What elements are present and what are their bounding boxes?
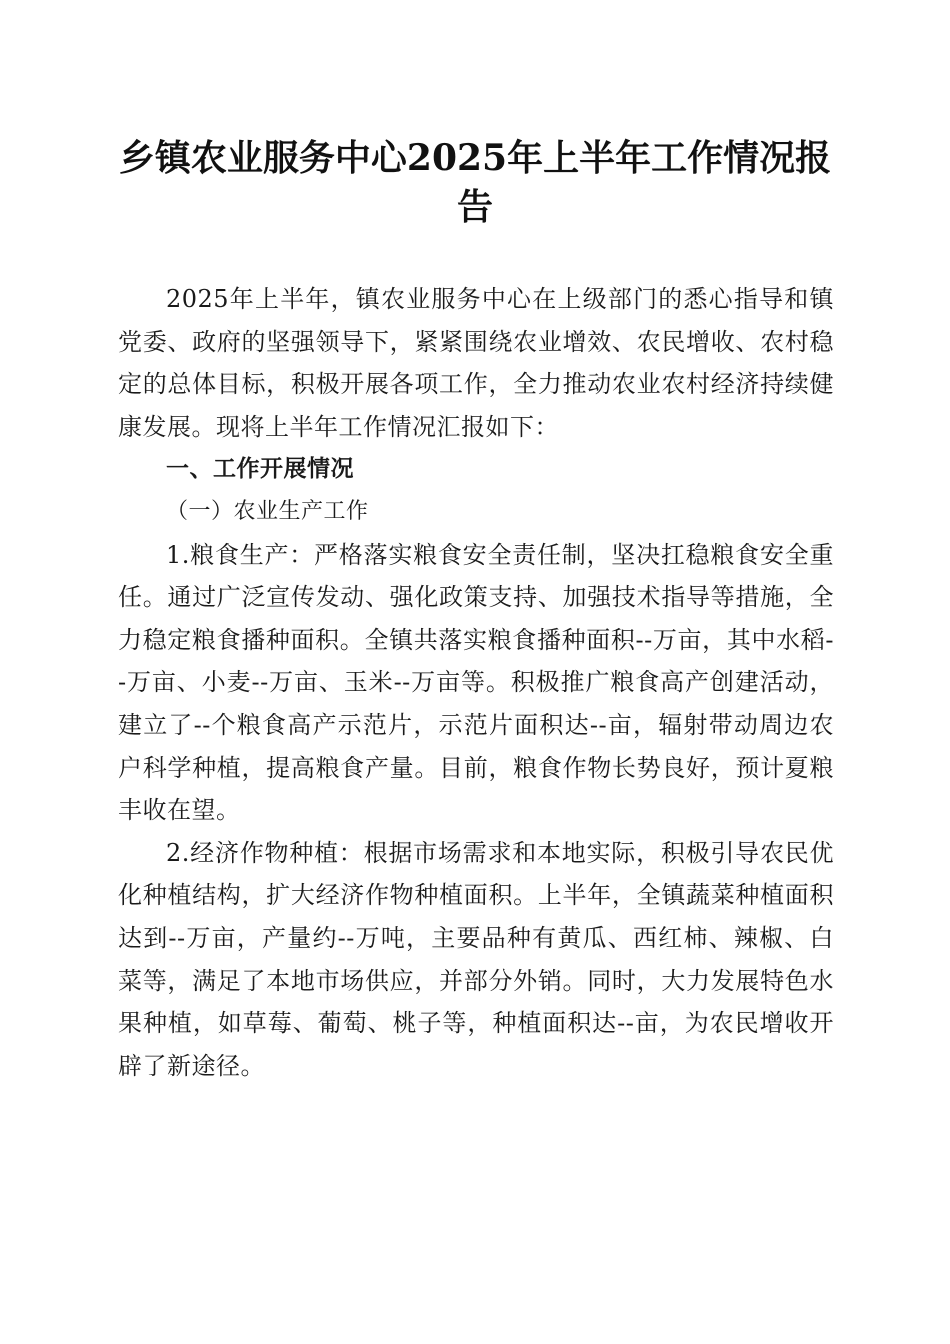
document-title: 乡镇农业服务中心2025年上半年工作情况报告 bbox=[118, 137, 832, 228]
item-grain-production: 1.粮食生产：严格落实粮食安全责任制，坚决扛稳粮食安全重任。通过广泛宣传发动、强化政策支持、加强技术指导等措施，全力稳定粮食播种面积。全镇共落实粮食播种面积--万亩，其中水稻--万亩、小麦--万亩、玉米--万亩等。积极推广粮食高产创建活动，建立了--个粮食高产示范片，示范片面积达--亩，辐射带动周边农户科学种植，提高粮食产量。目前，粮食作物长势良好，预计夏粮丰收在望。 bbox=[118, 540, 834, 825]
subsection-heading-agricultural-production: （一）农业生产工作 bbox=[166, 498, 369, 524]
item-cash-crop-planting: 2.经济作物种植：根据市场需求和本地实际，积极引导农民优化种植结构，扩大经济作物种植面积。上半年，全镇蔬菜种植面积达到--万亩，产量约--万吨，主要品种有黄瓜、西红柿、辣椒、白菜等，满足了本地市场供应，并部分外销。同时，大力发展特色水果种植，如草莓、葡萄、桃子等，种植面积达--亩，为农民增收开辟了新途径。 bbox=[118, 838, 834, 1080]
intro-paragraph: 2025年上半年，镇农业服务中心在上级部门的悉心指导和镇党委、政府的坚强领导下，紧紧围绕农业增效、农民增收、农村稳定的总体目标，积极开展各项工作，全力推动农业农村经济持续健康发展。现将上半年工作情况汇报如下： bbox=[118, 285, 834, 441]
section-heading-work-progress: 一、工作开展情况 bbox=[166, 456, 354, 483]
document-body bbox=[118, 278, 834, 1087]
